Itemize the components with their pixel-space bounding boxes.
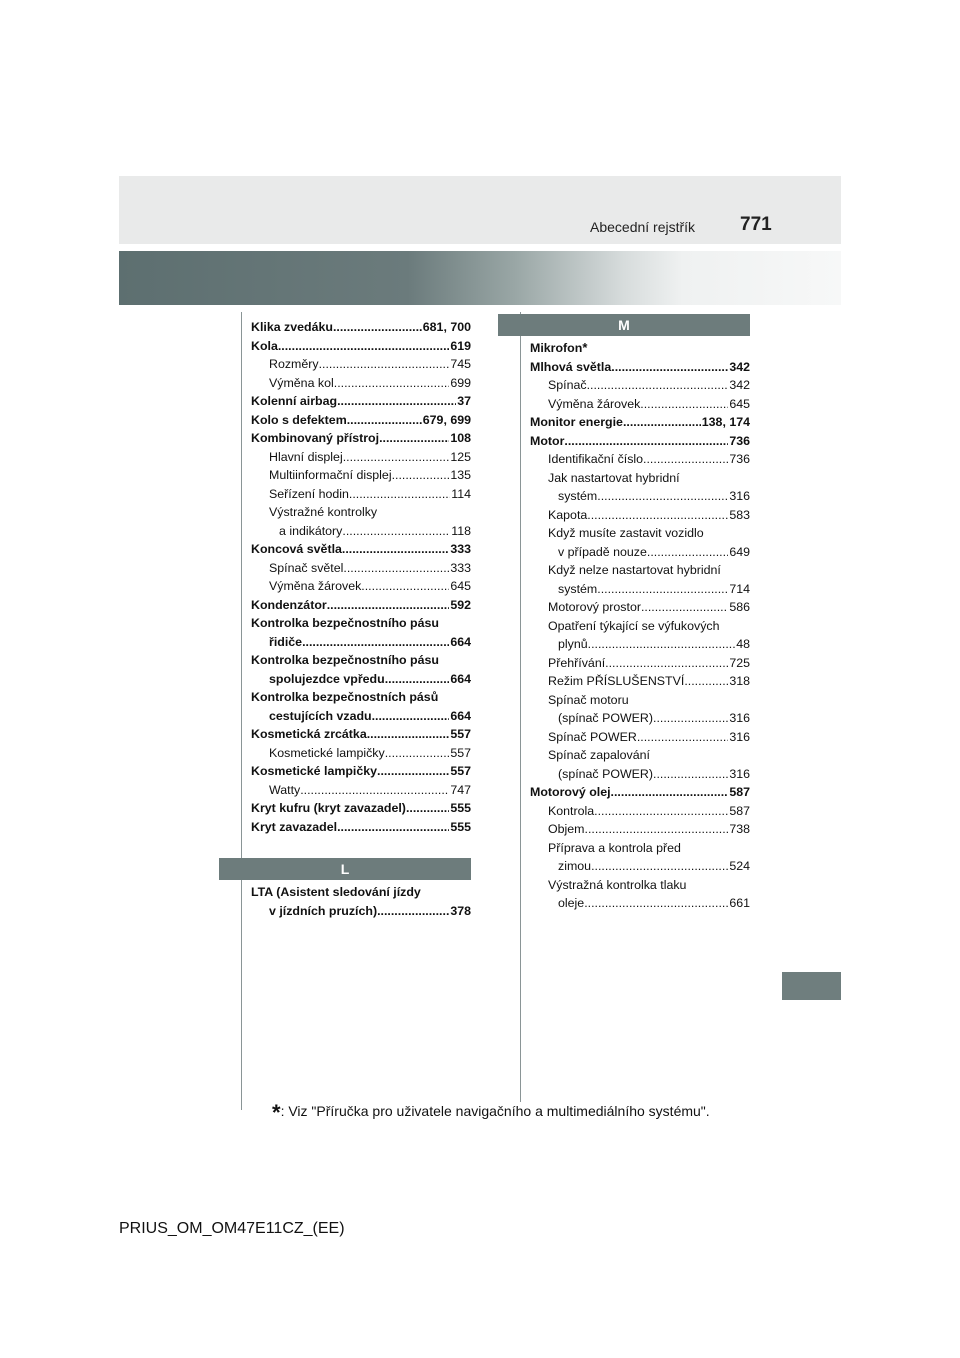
entry-page: 378 <box>450 903 471 918</box>
index-entry <box>530 469 750 488</box>
entry-page: 586 <box>729 600 750 614</box>
leader-dots <box>653 709 728 728</box>
entry-page: 557 <box>450 764 471 778</box>
entry-label: Objem <box>548 822 585 836</box>
entry-page: 736 <box>729 452 750 466</box>
leader-dots <box>334 374 450 393</box>
entry-label: Mlhová světla <box>530 359 612 374</box>
section-letter-m: M <box>498 314 750 336</box>
index-entry <box>530 820 750 839</box>
entry-page: 645 <box>729 396 750 411</box>
entry-label: plynů <box>558 637 588 651</box>
leader-dots <box>333 318 422 337</box>
index-entry <box>251 902 471 921</box>
index-entry <box>530 876 750 895</box>
entry-label: (spínač POWER) <box>558 711 654 725</box>
entry-label: Jak nastartovat hybridní <box>548 470 680 485</box>
index-entry <box>251 540 471 559</box>
entry-page: 333 <box>450 542 471 556</box>
entry-label: zimou <box>558 859 592 873</box>
leader-dots <box>406 799 449 818</box>
index-entry <box>530 635 750 654</box>
entry-page: 714 <box>729 581 750 596</box>
index-entry <box>251 744 471 763</box>
index-entry <box>251 614 471 633</box>
index-entry <box>530 450 750 469</box>
index-entry <box>530 746 750 765</box>
leader-dots <box>611 358 728 377</box>
entry-label: Motorový olej <box>530 785 611 799</box>
entry-page: 557 <box>450 727 471 741</box>
index-entry <box>251 670 471 689</box>
entry-label: Kolenní airbag <box>251 394 338 408</box>
leader-dots <box>372 707 450 726</box>
entry-label: (spínač POWER) <box>558 766 654 781</box>
index-entry <box>530 783 750 802</box>
section-letter-l: L <box>219 858 471 880</box>
entry-label: Výměna žárovek <box>269 579 362 593</box>
index-entry <box>251 485 471 504</box>
index-entry <box>251 781 471 800</box>
entry-label: Opatření týkající se výfukových <box>548 618 720 633</box>
leader-dots <box>647 543 728 562</box>
entry-page: 135 <box>450 468 471 482</box>
entry-label: Identifikační číslo <box>548 452 644 466</box>
index-entry <box>251 633 471 652</box>
left-index-column <box>251 318 471 920</box>
entry-label: systém <box>558 489 598 503</box>
index-entry <box>251 355 471 374</box>
header-gradient-band <box>119 251 841 305</box>
index-entry <box>530 413 750 432</box>
index-entry <box>251 799 471 818</box>
leader-dots <box>643 450 728 469</box>
entry-page: 583 <box>729 507 750 522</box>
entry-label: Příprava a kontrola před <box>548 840 681 855</box>
entry-label: spolujezdce vpředu <box>269 671 385 686</box>
index-entry <box>530 376 750 395</box>
document-code: PRIUS_OM_OM47E11CZ_(EE) <box>119 1220 345 1237</box>
index-entry <box>530 543 750 562</box>
index-entry <box>530 728 750 747</box>
entry-page: 557 <box>450 745 471 760</box>
leader-dots <box>342 522 450 541</box>
entry-label: a indikátory <box>279 523 343 538</box>
leader-dots <box>640 395 728 414</box>
entry-page: 619 <box>450 338 471 353</box>
leader-dots <box>337 818 449 837</box>
entry-label: Kontrola <box>548 803 595 818</box>
leader-dots <box>367 725 450 744</box>
entry-page: 316 <box>729 766 750 781</box>
entry-page: 318 <box>729 674 750 688</box>
entry-label: Kryt zavazadel <box>251 819 338 834</box>
entry-label: Přehřívání <box>548 655 606 670</box>
index-entry <box>251 374 471 393</box>
entry-label: Spínač světel <box>269 560 344 575</box>
leader-dots <box>623 413 701 432</box>
leader-dots <box>641 598 728 617</box>
index-entry <box>251 392 471 411</box>
entry-page: 118 <box>451 523 471 538</box>
entry-label: Výměna kol <box>269 375 334 390</box>
entry-page: 48 <box>736 637 750 651</box>
entry-page: 664 <box>450 671 471 686</box>
leader-dots <box>385 744 450 763</box>
entry-label: Kolo s defektem <box>251 412 347 427</box>
leader-dots <box>597 487 728 506</box>
right-column-rule <box>520 312 521 1102</box>
index-entry <box>530 617 750 636</box>
entry-page: 699 <box>450 375 471 390</box>
index-entry <box>251 559 471 578</box>
leader-dots <box>587 506 728 525</box>
entry-label: Výměna žárovek <box>548 396 641 411</box>
leader-dots <box>300 781 449 800</box>
entry-page: 649 <box>729 544 750 559</box>
index-entry <box>530 765 750 784</box>
leader-dots <box>337 392 456 411</box>
index-entry <box>530 580 750 599</box>
entry-page: 725 <box>729 655 750 670</box>
leader-dots <box>343 448 450 467</box>
entry-label: Kosmetická zrcátka <box>251 727 367 741</box>
index-entry <box>251 411 471 430</box>
entry-label: Výstražná kontrolka tlaku <box>548 877 687 892</box>
right-index-column <box>530 314 750 913</box>
leader-dots <box>278 337 449 356</box>
entry-page: 114 <box>451 486 471 501</box>
leader-dots <box>342 540 449 559</box>
index-entry <box>530 358 750 377</box>
index-entry <box>251 448 471 467</box>
index-entry <box>530 506 750 525</box>
index-entry <box>530 802 750 821</box>
footnote-text: : Viz "Příručka pro uživatele navigačního a multimediálního systému". <box>280 1103 710 1119</box>
entry-label: Kola <box>251 338 278 353</box>
entry-label: Kosmetické lampičky <box>251 764 378 778</box>
entry-page: 138, 174 <box>701 415 750 429</box>
leader-dots <box>597 580 728 599</box>
entry-page: 342 <box>729 359 750 374</box>
entry-page: 316 <box>729 711 750 725</box>
index-entry <box>251 318 471 337</box>
entry-page: 125 <box>450 449 471 464</box>
entry-label: Motor <box>530 433 565 448</box>
leader-dots <box>587 376 729 395</box>
index-entry <box>251 688 471 707</box>
index-entry <box>530 598 750 617</box>
leader-dots <box>594 802 728 821</box>
index-entry <box>251 522 471 541</box>
leader-dots <box>319 355 450 374</box>
entry-page: 592 <box>450 597 471 612</box>
footnote <box>272 1100 710 1126</box>
entry-label: Spínač POWER <box>548 729 637 744</box>
entry-label: Koncová světla <box>251 542 342 556</box>
entry-label: Režim PŘÍSLUŠENSTVÍ <box>548 674 685 688</box>
header-bar <box>119 176 841 244</box>
index-entry <box>530 654 750 673</box>
index-entry <box>530 839 750 858</box>
index-entry <box>530 524 750 543</box>
entry-page: 747 <box>450 782 471 797</box>
entry-label: systém <box>558 581 598 596</box>
entry-page: 316 <box>729 729 750 744</box>
entry-page: 587 <box>729 803 750 818</box>
leader-dots <box>653 765 728 784</box>
entry-label: Kontrolka bezpečnostního pásu <box>251 653 439 667</box>
index-entry <box>251 503 471 522</box>
entry-page: 745 <box>450 357 471 371</box>
leader-dots <box>349 485 450 504</box>
entry-label: Kontrolka bezpečnostního pásu <box>251 616 439 630</box>
section-l-entry-list <box>251 883 471 920</box>
index-entry <box>251 707 471 726</box>
entry-label: Klika zvedáku <box>251 320 333 334</box>
entry-label: Mikrofon <box>530 341 583 355</box>
leader-dots <box>377 902 449 921</box>
entry-page: 645 <box>450 579 471 593</box>
entry-label: oleje <box>558 896 585 910</box>
entry-page: 738 <box>729 822 750 836</box>
index-entry <box>251 725 471 744</box>
leader-dots <box>584 894 728 913</box>
left-column-rule <box>241 312 242 1110</box>
index-entry <box>530 894 750 913</box>
chapter-tab-marker <box>782 972 841 1000</box>
page-number: 771 <box>740 214 772 235</box>
entry-label: cestujících vzadu <box>269 708 372 723</box>
entry-page: 681, 700 <box>422 320 471 334</box>
footnote-asterisk: * <box>272 1100 281 1125</box>
entry-label: Hlavní displej <box>269 449 343 464</box>
entry-label: Když musíte zastavit vozidlo <box>548 526 704 540</box>
index-entry <box>251 818 471 837</box>
index-entry <box>251 466 471 485</box>
index-entry <box>530 709 750 728</box>
leader-dots <box>327 596 450 615</box>
index-entry <box>251 429 471 448</box>
entry-label: Kryt kufru (kryt zavazadel) <box>251 801 406 815</box>
entry-label: Výstražné kontrolky <box>269 505 378 519</box>
entry-page: 664 <box>450 708 471 723</box>
entry-label: Když nelze nastartovat hybridní <box>548 563 721 577</box>
entry-label: Spínač zapalování <box>548 748 650 762</box>
leader-dots <box>564 432 728 451</box>
entry-label: v případě nouze <box>558 544 647 559</box>
left-entry-list <box>251 318 471 836</box>
leader-dots <box>585 820 729 839</box>
leader-dots <box>379 429 449 448</box>
index-entry <box>251 651 471 670</box>
entry-page: 333 <box>450 560 471 575</box>
index-entry <box>530 395 750 414</box>
leader-dots <box>385 670 450 689</box>
entry-page: 587 <box>729 785 750 799</box>
entry-page: 108 <box>450 431 471 445</box>
entry-label: Kondenzátor <box>251 597 327 612</box>
entry-label: Kontrolka bezpečnostních pásů <box>251 690 439 704</box>
leader-dots <box>611 783 729 802</box>
leader-dots <box>302 633 449 652</box>
entry-label: řidiče <box>269 634 303 649</box>
leader-dots <box>588 635 736 654</box>
index-entry <box>530 672 750 691</box>
index-entry <box>530 561 750 580</box>
entry-label: v jízdních pruzích) <box>269 903 378 918</box>
entry-page: 664 <box>450 634 471 649</box>
entry-page: 679, 699 <box>422 412 471 427</box>
entry-page: 555 <box>450 819 471 834</box>
leader-dots <box>605 654 728 673</box>
entry-label: LTA (Asistent sledování jízdy <box>251 885 421 899</box>
leader-dots <box>347 411 422 430</box>
leader-dots <box>361 577 449 596</box>
entry-label: Kombinovaný přístroj <box>251 431 380 445</box>
index-entry <box>251 337 471 356</box>
index-entry <box>530 487 750 506</box>
entry-label: Monitor energie <box>530 415 623 429</box>
entry-page: 661 <box>729 896 750 910</box>
entry-page: 342 <box>729 378 750 392</box>
index-entry <box>530 857 750 876</box>
entry-label: Kapota <box>548 507 588 522</box>
leader-dots <box>392 466 450 485</box>
leader-dots <box>377 762 449 781</box>
index-entry-mikrofon: Mikrofon * <box>530 339 750 358</box>
index-entry <box>251 883 471 902</box>
entry-page: 37 <box>457 394 471 408</box>
entry-label: Motorový prostor <box>548 600 641 614</box>
leader-dots <box>591 857 728 876</box>
entry-label: Spínač motoru <box>548 692 629 707</box>
section-m-entry-list <box>530 358 750 913</box>
entry-label: Watty <box>269 782 301 797</box>
entry-label: Seřízení hodin <box>269 486 349 501</box>
entry-page: 524 <box>729 859 750 873</box>
index-entry <box>251 577 471 596</box>
leader-dots <box>343 559 449 578</box>
entry-label: Rozměry <box>269 357 319 371</box>
index-entry <box>251 596 471 615</box>
index-entry <box>251 762 471 781</box>
entry-label: Kosmetické lampičky <box>269 745 385 760</box>
index-entry <box>530 691 750 710</box>
section-title: Abecední rejstřík <box>590 219 696 235</box>
leader-dots <box>637 728 728 747</box>
leader-dots <box>684 672 728 691</box>
entry-page: 316 <box>729 489 750 503</box>
entry-page: 736 <box>729 433 750 448</box>
entry-label: Spínač <box>548 378 587 392</box>
entry-label: Multiinformační displej <box>269 468 392 482</box>
index-entry <box>530 432 750 451</box>
entry-page: 555 <box>450 801 471 815</box>
